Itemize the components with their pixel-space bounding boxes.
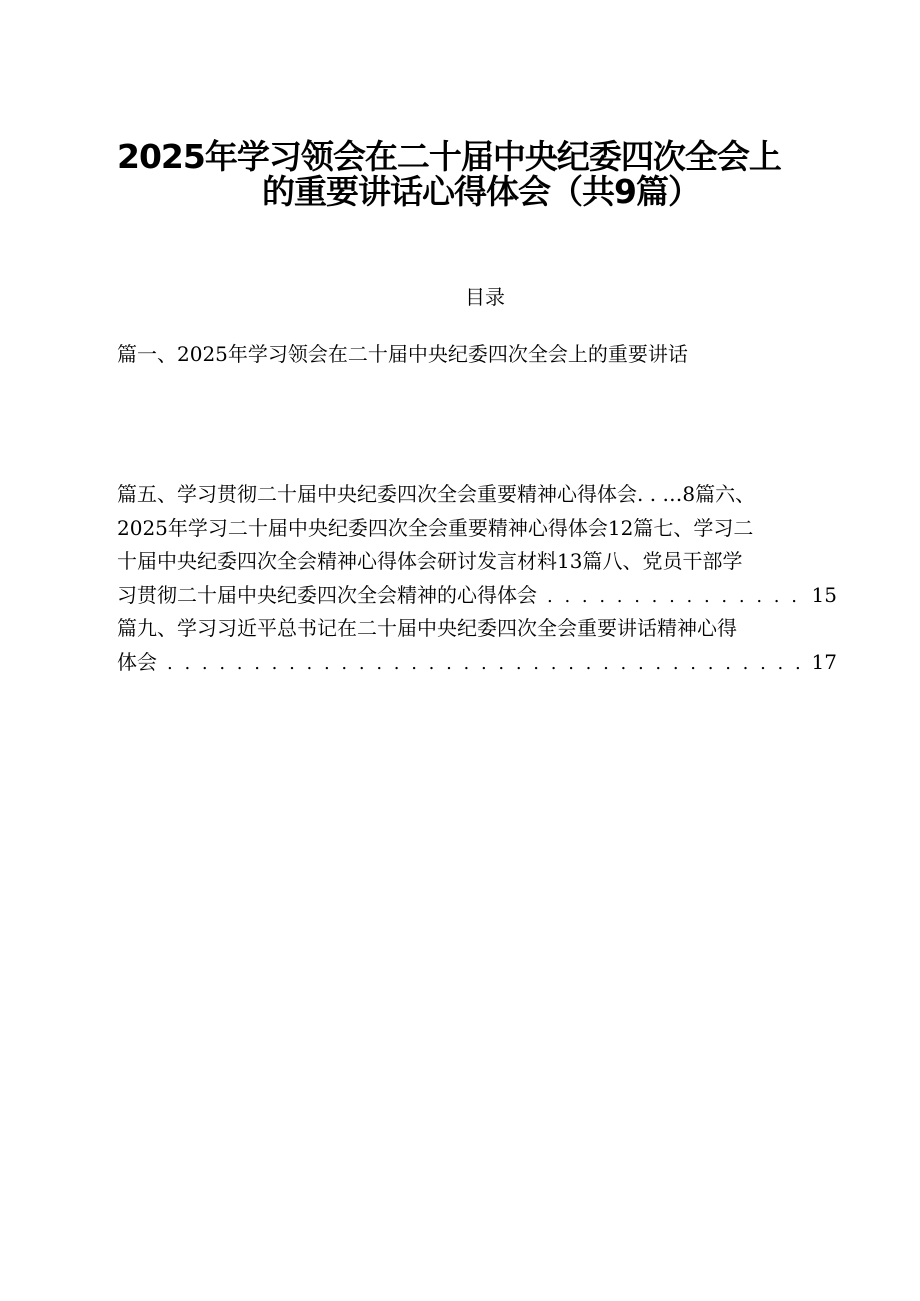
toc-page-number: 15 [811, 582, 837, 607]
toc-page-number: 17 [811, 649, 837, 674]
toc-row-6-text: 体会 [117, 649, 157, 674]
toc-row-5-text: 篇九、学习习近平总书记在二十届中央纪委四次全会重要讲话精神心得 [117, 616, 737, 640]
toc-row-1 [117, 478, 837, 512]
dot-leader [167, 647, 806, 681]
document-title-line-2: 的重要讲话心得体会（共9篇） [262, 172, 700, 211]
toc-block [117, 478, 837, 679]
toc-row-6 [117, 646, 837, 680]
document-title-line-1: 2025年学习领会在二十届中央纪委四次全会上 [117, 137, 781, 176]
toc-row-4-text: 习贯彻二十届中央纪委四次全会精神的心得体会 [117, 582, 537, 607]
toc-row-2 [117, 512, 837, 546]
toc-entry-1: 篇一、2025年学习领会在二十届中央纪委四次全会上的重要讲话 [117, 342, 688, 366]
dot-leader [547, 580, 806, 614]
toc-row-2-text: 2025年学习二十届中央纪委四次全会重要精神心得体会12篇七、学习二 [117, 515, 754, 540]
toc-row-5 [117, 612, 837, 646]
toc-row-3-text: 十届中央纪委四次全会精神心得体会研讨发言材料13篇八、党员干部学 [117, 549, 743, 573]
toc-row-3 [117, 545, 837, 579]
toc-row-4 [117, 579, 837, 613]
toc-row-1-text: 篇五、学习贯彻二十届中央纪委四次全会重要精神心得体会. . …8篇六、 [117, 482, 756, 506]
toc-heading: 目录 [465, 285, 505, 309]
